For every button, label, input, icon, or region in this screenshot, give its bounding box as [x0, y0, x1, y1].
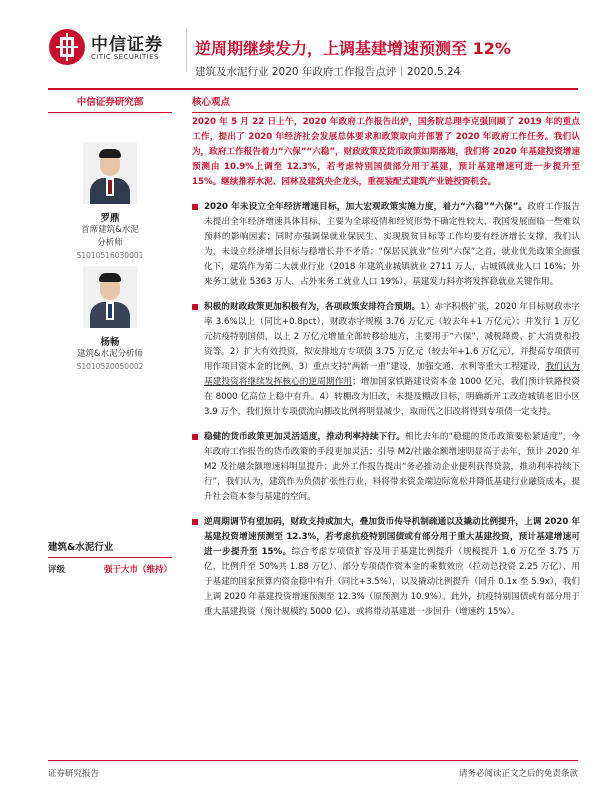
bullet-lead: 逆周期调节有望加码，财政支持或加大，叠加货币传导机制疏通以及撬动比例提升，上调 2020 年基建投资增速预测至 12.3%，若考虑抗疫特别国债或有部分用于重大基建投资，预计基建增速可进一步提升至 15%。 — [204, 517, 580, 557]
analyst-photo — [83, 142, 137, 204]
analyst-name: 杨畅 — [100, 337, 120, 348]
header-divider — [186, 28, 187, 72]
main-content — [192, 94, 580, 620]
bullet-paragraph — [192, 430, 580, 505]
rating-label: 评级 — [48, 565, 66, 575]
industry-block — [48, 539, 172, 575]
analyst-card — [48, 142, 172, 260]
analyst-card — [48, 266, 172, 371]
header-rule — [48, 88, 578, 90]
analyst-role: 建筑&水泥分析师 — [76, 349, 144, 359]
analyst-role: 分析师 — [97, 238, 123, 248]
rating-value: 强于大市（维持） — [103, 565, 172, 575]
institute-label: 中信证券研究部 — [48, 94, 172, 113]
bullet-body: 1）赤字积极扩张，2020 年目标财政赤字率 3.6%以上（同比+0.8pct），财政赤字规模 3.76 万亿元（较去年+1 万亿元）；并发行 1 万亿元抗疫特别国债，以上 2 万亿元增量全部转移给地方，主要用于“六保”，减税降费、扩大消费和投资等。2）扩大有效投资，拟安排地方专项债 3.75 万亿元（较去年+1.6 万亿元），并提高专项债可用作项目资本金的比例。3）重点支持“两新一重”建设，加强交通、水利等重大工程建设， — [204, 302, 580, 372]
bullet-lead: 稳健的货币政策更加灵活适度，推动利率持续下行。 — [204, 432, 405, 442]
rating-row — [48, 563, 172, 575]
bullet-body: 相比去年的“稳健的货币政策要松紧适度”，今年政府工作报告的货币政策的手段更加灵活；引导 M2/社融余额增速明显高于去年，预计 2020 年 M2 及社融余额增速料明显提升；此外工作报告提出“务必推动企业便利获得贷款，推动利率持续下行”，我们认为，建筑作为负债扩张性行业，料将带来资金端边际宽松并降低基建行业融资成本，提升社会资本参与基建的空间。 — [204, 432, 580, 502]
sidebar — [48, 94, 172, 734]
bullet-body: 综合考虑专项债扩容及用于基建比例提升（规模提升 1.6 万亿至 3.75 万亿，比例升至 50%共 1.88 万亿）、部分专项债作资本金的乘数效应（拉动总投资 2.25 万亿）、用于基建的国家预算内资金稳中有升（同比+3.5%），以及撬动比例提升（回升 0.1x 至 5.9x），我们上调 2020 年基建投资增速预测至 12.3%（原预测为 10.9%）。此外，抗疫特别国债或有部分用于重大基建投资（预计规模约 5000 亿），或将带动基建进一步回升（增速约 15%）。 — [204, 547, 580, 617]
bullet-paragraph — [192, 300, 580, 420]
footer-rule — [48, 760, 578, 761]
analyst-cert: S1010516030001 — [76, 251, 144, 260]
bullet-body: ；增加国家铁路建设资本金 1000 亿元，我们预计铁路投资在 8000 亿高位上稳中有升。4）转棚改为旧改，未提及棚改目标，明确新开工改造城镇老旧小区 3.9 万个，我们预计专项债流向棚改比例将明显减少，取而代之旧改将得到专项债一定支持。 — [204, 377, 580, 417]
brand-name: 中信证券 — [91, 35, 163, 55]
bullet-lead: 积极的财政政策更加积极有为，各项政策安排符合预期。 — [204, 302, 421, 312]
analyst-cert: S1010520050002 — [76, 362, 144, 371]
section-title: 核心观点 — [192, 94, 580, 113]
bullet-lead: 2020 年未设立全年经济增速目标，加大宏观政策实施力度，着力“六稳”“六保”。 — [204, 202, 528, 212]
footer-label: 证券研究报告 — [48, 769, 100, 779]
bullet-paragraph — [192, 200, 580, 290]
brand-name-en: CITIC SECURITIES — [91, 53, 159, 61]
disclaimer-note: 请务必阅读正文之后的免责条款 — [458, 769, 578, 779]
industry-title: 建筑&水泥行业 — [48, 539, 172, 558]
report-title: 逆周期继续发力，上调基建增速预测至 12% — [195, 39, 511, 58]
citic-logo-icon — [48, 28, 86, 66]
analyst-name: 罗鼎 — [100, 213, 120, 224]
analyst-photo — [83, 266, 137, 328]
bullet-body: 政府工作报告未提出全年经济增速具体目标，主要为全球疫情和经贸形势不确定性较大，我国发展面临一些难以预料的影响因素；同时亦强调保就业保民生、实现脱贫目标等工作均要有经济增长支撑。我们认为，未设立经济增长目标与稳增长并不矛盾；“保居民就业”位列“六保”之首，就业优先政策全面强化下，建筑作为第二大就业行业（2018 年建筑业城镇就业 2711 万人，占城镇就业人口 16%；外来务工就业 5363 万人，占外来务工就业人口 19%），基建发力料亦将发挥稳就业关键作用。 — [204, 202, 580, 287]
bullet-underlined: 我们认为基建投资将继续发挥核心的逆周期作用 — [204, 362, 580, 387]
report-header — [0, 0, 600, 86]
summary-paragraph: 2020 年 5 月 22 日上午，2020 年政府工作报告出炉，国务院总理李克强回顾了 2019 年的重点工作，提出了 2020 年经济社会发展总体要求和政策取向并部署了 2020 年政府工作任务。我们认为，政府工作报告着力“六保”“六稳”，财政政策及货币政策如期落地，我们将 2020 年基建投资增速预测由 10.9%上调至 12.3%，若考虑特别国债部分用于基建，预计基建增速可进一步提升至 15%。继续推荐水泥、园林及建筑央企龙头，重视装配式建筑产业链投资机会。 — [192, 117, 580, 187]
bullet-paragraph — [192, 515, 580, 620]
analyst-role: 首席建筑&水泥 — [81, 225, 139, 235]
report-subtitle: 建筑及水泥行业 2020 年政府工作报告点评｜2020.5.24 — [195, 66, 461, 78]
